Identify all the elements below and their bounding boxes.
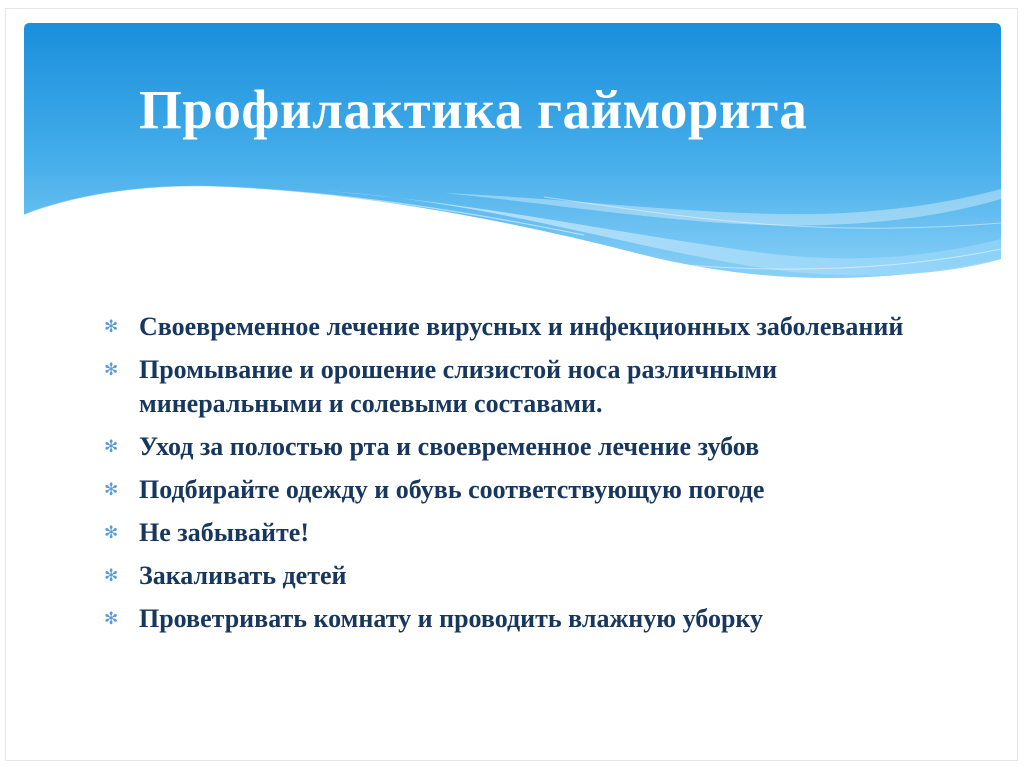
asterisk-bullet-icon: ✻ xyxy=(104,523,119,543)
bullet-item xyxy=(104,473,924,507)
bullet-text: Закаливать детей xyxy=(139,561,347,590)
asterisk-bullet-icon: ✻ xyxy=(104,317,119,337)
asterisk-bullet-icon: ✻ xyxy=(104,609,119,629)
asterisk-bullet-icon: ✻ xyxy=(104,480,119,500)
bullet-list xyxy=(104,310,924,645)
header-wave-banner xyxy=(24,23,1001,285)
bullet-text: Своевременное лечение вирусных и инфекционных заболеваний xyxy=(139,312,904,341)
bullet-item xyxy=(104,310,924,344)
bullet-text: Уход за полостью рта и своевременное лечение зубов xyxy=(139,432,760,461)
slide-title: Профилактика гайморита xyxy=(139,79,808,140)
bullet-item xyxy=(104,353,924,421)
bullet-item xyxy=(104,430,924,464)
bullet-text: Промывание и орошение слизистой носа различными минеральными и солевыми составами. xyxy=(139,355,778,418)
bullet-item xyxy=(104,516,924,550)
bullet-item xyxy=(104,602,924,636)
bullet-item xyxy=(104,559,924,593)
bullet-text: Проветривать комнату и проводить влажную уборку xyxy=(139,604,764,633)
asterisk-bullet-icon: ✻ xyxy=(104,566,119,586)
bullet-text: Подбирайте одежду и обувь соответствующую погоде xyxy=(139,475,765,504)
asterisk-bullet-icon: ✻ xyxy=(104,437,119,457)
asterisk-bullet-icon: ✻ xyxy=(104,360,119,380)
bullet-text: Не забывайте! xyxy=(139,518,310,547)
